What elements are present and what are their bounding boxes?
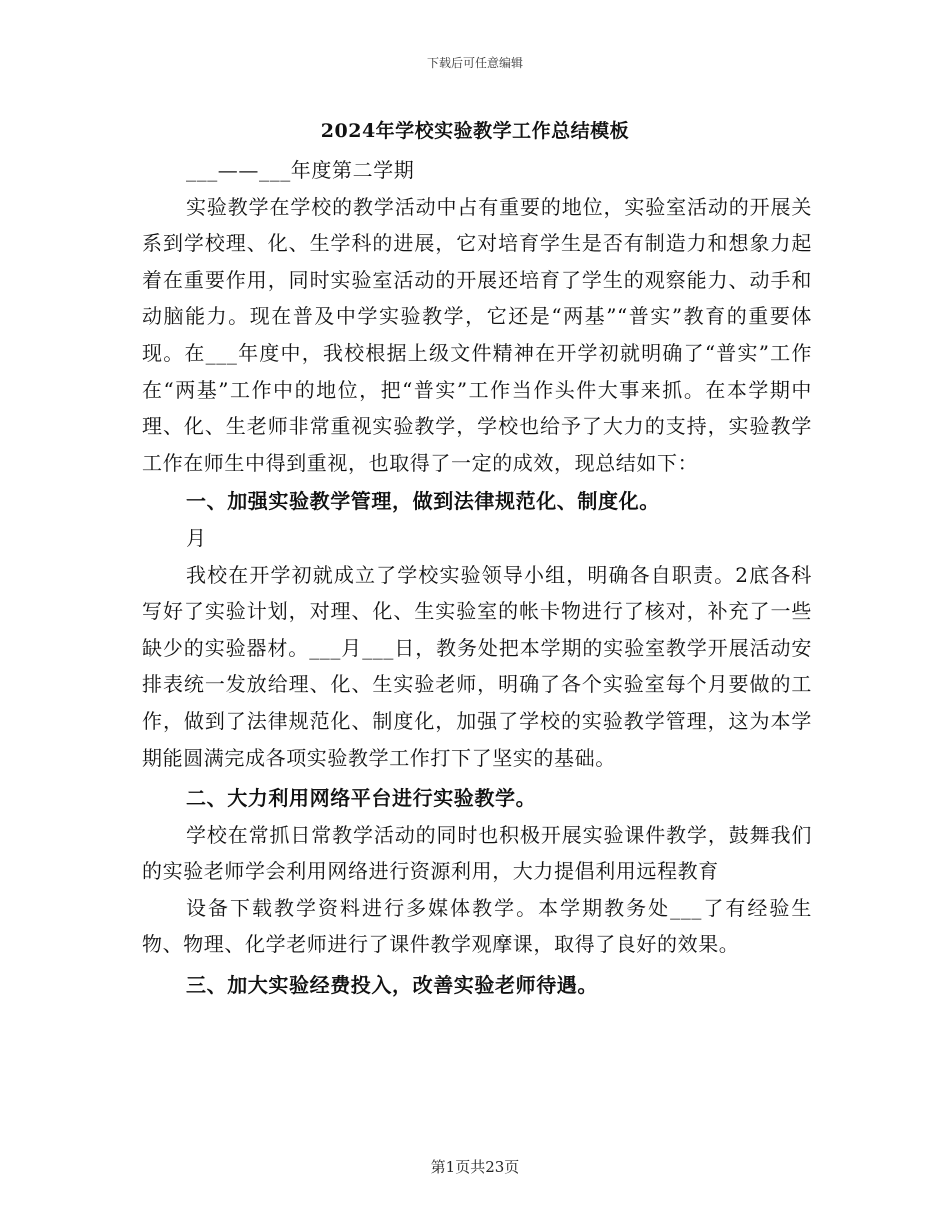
page-header-note: 下载后可任意编辑	[426, 56, 523, 70]
intro-paragraph: 实验教学在学校的教学活动中占有重要的地位，实验室活动的开展关系到学校理、化、生学科的进展，它对培育学生是否有制造力和想象力起着在重要作用，同时实验室活动的开展还培育了学生的观察能力、动手和动脑能力。现在普及中学实验教学，它还是“两基”“普实”教育的重要体现。在___年度中，我校根据上级文件精神在开学初就明确了“普实”工作在“两基”工作中的地位，把“普实”工作当作头件大事来抓。在本学期中理、化、生老师非常重视实验教学，学校也给予了大力的支持，实验教学工作在师生中得到重视，也取得了一定的成效，现总结如下：	[142, 194, 812, 475]
section-2-paragraph-b: 设备下载教学资料进行多媒体教学。本学期教务处___了有经验生物、物理、化学老师进行了课件教学观摩课，取得了良好的效果。	[142, 895, 812, 957]
section-heading-3: 三、加大实验经费投入，改善实验老师待遇。	[186, 973, 598, 998]
section-2-paragraph-a: 学校在常抓日常教学活动的同时也积极开展实验课件教学，鼓舞我们的实验老师学会利用网络进行资源利用，大力提倡利用远程教育	[142, 822, 812, 884]
document-body	[142, 152, 812, 1004]
section-heading-2: 二、大力利用网络平台进行实验教学。	[186, 786, 537, 811]
page-number: 第1页共23页	[430, 1158, 520, 1176]
section-heading-1: 一、加强实验教学管理，做到法律规范化、制度化。	[186, 489, 660, 514]
document-title: 2024年学校实验教学工作总结模板	[320, 120, 630, 142]
section-1-paragraph: 我校在开学初就成立了学校实验领导小组，明确各自职责。2底各科写好了实验计划，对理、化、生实验室的帐卡物进行了核对，补充了一些缺少的实验器材。___月___日，教务处把本学期的实验室教学开展活动安排表统一发放给理、化、生实验老师，明确了各个实验室每个月要做的工作，做到了法律规范化、制度化，加强了学校的实验教学管理，这为本学期能圆满完成各项实验教学工作打下了坚实的基础。	[142, 562, 812, 770]
semester-line: ___——___年度第二学期	[186, 158, 415, 182]
stray-month-line: 月	[186, 525, 207, 550]
